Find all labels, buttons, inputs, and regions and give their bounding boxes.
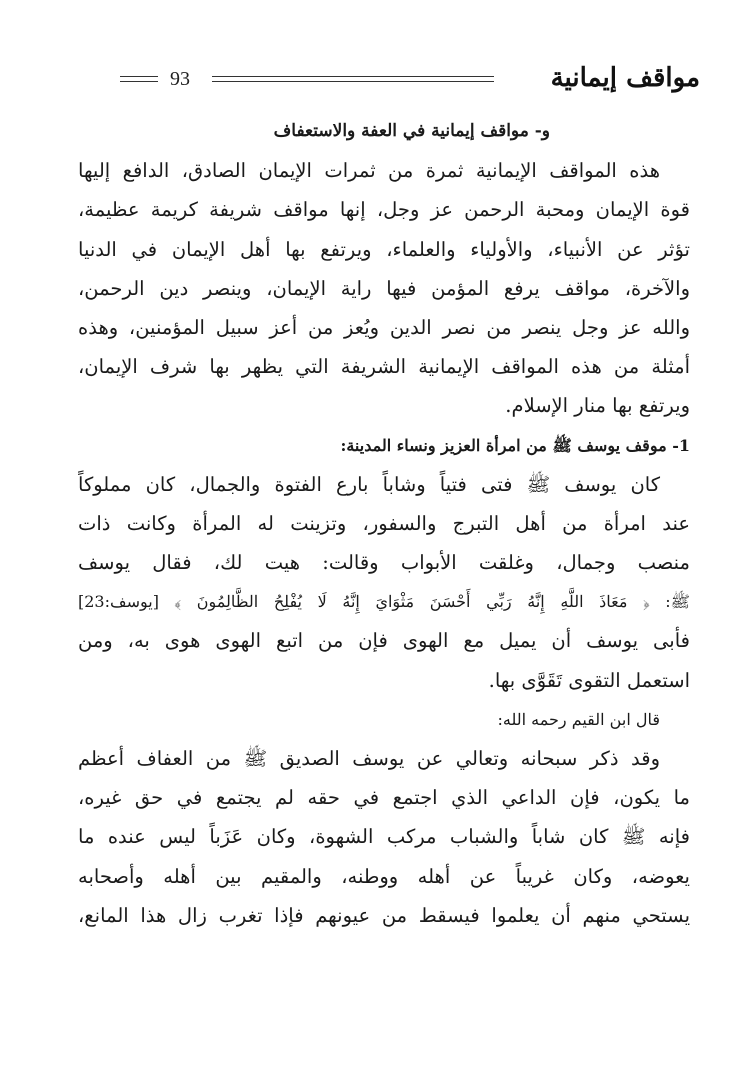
paragraph-line: أمثلة من هذه المواقف الإيمانية الشريفة التي يظهر بها شرف الإيمان، [78,355,690,379]
paragraph-line: منصب وجمال، وغلقت الأبواب وقالت: هيت لك، فقال يوسف [78,551,690,575]
paragraph-line: تؤثر عن الأنبياء، والأولياء والعلماء، ويرتفع بها أهل الإيمان في الدنيا [78,237,690,261]
paragraph-line: يستحي منهم أن يعلموا فيسقط من عيونهم فإذا تغرب زال هذا المانع، [78,903,690,927]
paragraph-line: فإنه ﷺ كان شاباً والشباب مركب الشهوة، وكان عَزَباً ليس عنده ما [78,825,690,849]
paragraph-line: كان يوسف ﷺ فتى فتياً وشاباً بارع الفتوة والجمال، كان مملوكاً [78,472,660,496]
paragraph-line: ما يكون، فإن الداعي الذي اجتمع في حقه لم يجتمع في حق غيره، [78,786,690,810]
header-rule [212,81,494,82]
quote-attribution: قال ابن القيم رحمه الله: [497,709,660,729]
page-body [78,112,690,935]
header-rule [212,76,494,77]
paragraph-line: والله عز وجل ينصر من نصر الدين ويُعز من أعز سبيل المؤمنين، وهذه [78,315,690,339]
paragraph-line: استعمل التقوى تَقَوَّى بها. [488,668,690,692]
paragraph-line: والآخرة، مواقف يرفع المؤمن فيها راية الإيمان، وينصر دين الرحمن، [78,276,690,300]
paragraph-line: هذه المواقف الإيمانية ثمرة من ثمرات الإيمان الصادق، الدافع إليها [78,159,660,183]
section-heading: و- مواقف إيمانية في العفة والاستعفاف [273,121,550,141]
paragraph-line: وقد ذكر سبحانه وتعالي عن يوسف الصديق ﷺ من العفاف أعظم [78,747,660,770]
paragraph-line: يعوضه، وكان غريباً عن أهله ووطنه، والمقيم بين أهله وأصحابه [78,864,690,888]
header-rule [120,81,158,82]
page-number: 93 [170,68,190,90]
paragraph-line: ويرتفع بها منار الإسلام. [505,394,690,418]
header-rule [120,76,158,77]
paragraph-line: قوة الإيمان ومحبة الرحمن عز وجل، إنها مواقف شريفة كريمة عظيمة، [78,198,690,222]
page-header [120,62,700,102]
paragraph-line: عند امرأة من أهل التبرج والسفور، وتزينت له المرأة وكانت ذات [78,511,690,535]
quran-verse-line: ﷺ: ﴿ مَعَاذَ اللَّهِ إِنَّهُ رَبِّي أَحْسَنَ مَثْوَايَ إِنَّهُ لَا يُفْلِحُ الظَّالِمُونَ ﴾ [يوسف:23] [78,592,690,612]
book-title: مواقف إيمانية [550,63,700,93]
paragraph-line: فأبى يوسف أن يميل مع الهوى فإن من اتبع الهوى هوى به، ومن [78,629,690,653]
subheading: 1- موقف يوسف ﷺ من امرأة العزيز ونساء المدينة: [340,435,690,455]
